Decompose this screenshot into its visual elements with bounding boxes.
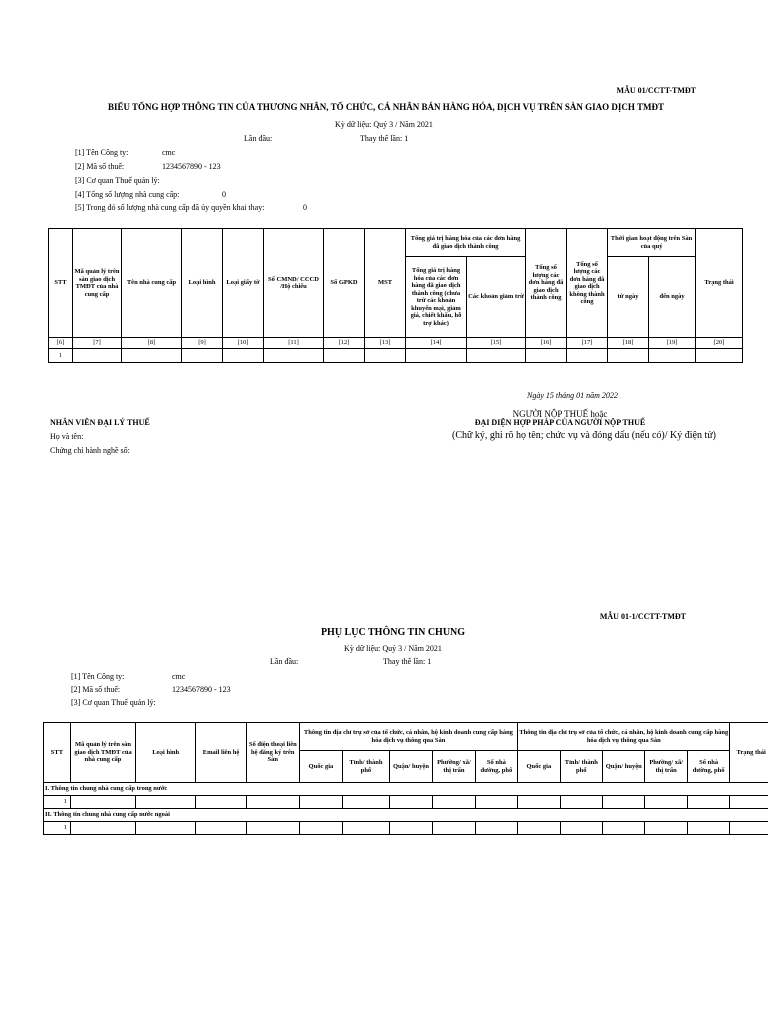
row-stt: 1 — [49, 349, 73, 363]
appendix-header-email: Email liên hệ — [196, 723, 247, 783]
appendix-title: PHỤ LỤC THÔNG TIN CHUNG — [320, 627, 466, 638]
index-cell: [11] — [264, 338, 324, 349]
index-cell: [12] — [324, 338, 365, 349]
info-company-label: [1] Tên Công ty: — [75, 148, 129, 157]
table-row — [49, 349, 743, 363]
appendix-header-group-b: Thông tin địa chỉ trụ sở của tổ chức, cá nhân, hộ kinh doanh cung cấp hàng hóa dịch vụ thông qua Sàn — [518, 723, 730, 751]
summary-table — [48, 228, 743, 363]
appendix-header-province: Tỉnh/ thành phố — [560, 751, 602, 783]
index-cell: [19] — [649, 338, 696, 349]
first-time-label: Lần đầu: — [244, 134, 273, 143]
header-stt: STT — [49, 229, 73, 338]
appendix-tax-office-label: [3] Cơ quan Thuế quản lý: — [71, 698, 156, 707]
header-fail-count: Tổng số lượng các đơn hàng đã giao dịch không thành công — [567, 229, 608, 338]
appendix-form-code: MẪU 01-1/CCTT-TMĐT — [599, 612, 686, 621]
header-supplier-name: Tên nhà cung cấp — [122, 229, 182, 338]
payer-note: (Chữ ký, ghi rõ họ tên; chức vụ và đóng dấu (nếu có)/ Ký điện tử) — [452, 430, 716, 441]
index-cell: [7] — [73, 338, 122, 349]
appendix-header-ward: Phường/ xã/ thị trấn — [433, 751, 475, 783]
header-tax-code: MST — [365, 229, 406, 338]
header-document-type: Loại giấy tờ — [223, 229, 264, 338]
appendix-table — [43, 722, 768, 835]
header-success-count: Tổng số lượng các đơn hàng đã giao dịch thành công — [526, 229, 567, 338]
appendix-company-label: [1] Tên Công ty: — [71, 672, 125, 681]
index-cell: [15] — [467, 338, 526, 349]
appendix-header-country: Quốc gia — [518, 751, 560, 783]
header-deductions: Các khoản giảm trừ — [467, 257, 526, 338]
header-from-date: từ ngày — [608, 257, 649, 338]
appendix-header-stt: STT — [44, 723, 71, 783]
payer-title-2: ĐẠI DIỆN HỢP PHÁP CỦA NGƯỜI NỘP THUẾ — [474, 418, 646, 427]
appendix-period: Kỳ dữ liệu: Quý 3 / Năm 2021 — [344, 644, 442, 653]
appendix-header-country: Quốc gia — [299, 751, 342, 783]
row-stt: 1 — [44, 822, 71, 835]
info-company-value: cmc — [162, 148, 176, 157]
row-stt: 1 — [44, 796, 71, 809]
index-cell: [14] — [406, 338, 467, 349]
payer-title-1: NGƯỜI NỘP THUẾ hoặc — [512, 409, 608, 419]
info-tax-label: [2] Mã số thuế: — [75, 162, 125, 171]
info-tax-value: 1234567890 - 123 — [162, 162, 221, 171]
appendix-tax-label: [2] Mã số thuế: — [71, 685, 121, 694]
index-cell: [17] — [567, 338, 608, 349]
appendix-header-district: Quận/ huyện — [389, 751, 432, 783]
period: Kỳ dữ liệu: Quý 3 / Năm 2021 — [335, 120, 433, 129]
appendix-header-province: Tỉnh/ thành phố — [343, 751, 390, 783]
header-group-time: Thời gian hoạt động trên Sàn của quý — [608, 229, 696, 257]
header-business-license: Số GPKD — [324, 229, 365, 338]
header-status: Trạng thái — [696, 229, 743, 338]
appendix-first-time-label: Lần đầu: — [270, 657, 299, 666]
agent-cert: Chứng chỉ hành nghề số: — [50, 446, 130, 455]
info-supplier-count-value: 0 — [222, 190, 226, 199]
appendix-header-street: Số nhà đường, phố — [687, 751, 730, 783]
appendix-header-phone: Số điện thoại liên hệ đăng ký trên Sàn — [246, 723, 299, 783]
info-authorized-value: 0 — [303, 203, 307, 212]
index-cell: [10] — [223, 338, 264, 349]
header-management-code: Mã quản lý trên sàn giao dịch TMĐT của nhà cung cấp — [73, 229, 122, 338]
index-cell: [8] — [122, 338, 182, 349]
index-cell: [9] — [182, 338, 223, 349]
header-to-date: đến ngày — [649, 257, 696, 338]
section-domestic: I. Thông tin chung nhà cung cấp trong nước — [44, 783, 768, 796]
table-row — [44, 822, 768, 835]
table-row — [44, 796, 768, 809]
page-title: BIỂU TỔNG HỢP THÔNG TIN CỦA THƯƠNG NHÂN, TỔ CHỨC, CÁ NHÂN BÁN HÀNG HÓA, DỊCH VỤ TRÊN SÀN GIAO DỊCH TMĐT — [107, 102, 665, 112]
section-foreign: II. Thông tin chung nhà cung cấp nước ngoài — [44, 809, 768, 822]
header-id-number: Số CMND/ CCCD /Hộ chiếu — [264, 229, 324, 338]
agent-name: Họ và tên: — [50, 432, 84, 441]
agent-title: NHÂN VIÊN ĐẠI LÝ THUẾ — [50, 418, 150, 427]
form-code: MẪU 01/CCTT-TMĐT — [616, 86, 696, 95]
index-cell: [20] — [696, 338, 743, 349]
header-type: Loại hình — [182, 229, 223, 338]
index-cell: [13] — [365, 338, 406, 349]
info-authorized-label: [5] Trong đó số lượng nhà cung cấp đã ủy quyền khai thay: — [75, 203, 265, 212]
index-cell: [16] — [526, 338, 567, 349]
appendix-header-group-a: Thông tin địa chỉ trụ sở của tổ chức, cá nhân, hộ kinh doanh cung cấp hàng hóa dịch vụ thông qua Sàn — [299, 723, 517, 751]
info-supplier-count-label: [4] Tổng số lượng nhà cung cấp: — [75, 190, 180, 199]
header-group-value: Tổng giá trị hàng hóa của các đơn hàng đã giao dịch thành công — [406, 229, 526, 257]
info-tax-office-label: [3] Cơ quan Thuế quản lý: — [75, 176, 160, 185]
date-line: Ngày 15 tháng 01 năm 2022 — [527, 391, 618, 400]
appendix-header-type: Loại hình — [136, 723, 196, 783]
appendix-replace-label: Thay thế lần: 1 — [383, 657, 432, 666]
appendix-header-ward: Phường/ xã/ thị trấn — [645, 751, 687, 783]
replace-label: Thay thế lần: 1 — [360, 134, 409, 143]
appendix-company-value: cmc — [172, 672, 186, 681]
appendix-header-status: Trạng thái — [730, 723, 768, 783]
appendix-header-management-code: Mã quản lý trên sàn giao dịch TMĐT của nhà cung cấp — [70, 723, 135, 783]
appendix-tax-value: 1234567890 - 123 — [172, 685, 231, 694]
appendix-header-district: Quận/ huyện — [603, 751, 645, 783]
header-total-value: Tổng giá trị hàng hóa của các đơn hàng đã giao dịch thành công (chưa trừ các khoản khuyến mại, giảm giá, chiết khấu, hỗ trợ khác) — [406, 257, 467, 338]
index-cell: [6] — [49, 338, 73, 349]
appendix-header-street: Số nhà đường, phố — [475, 751, 518, 783]
index-cell: [18] — [608, 338, 649, 349]
